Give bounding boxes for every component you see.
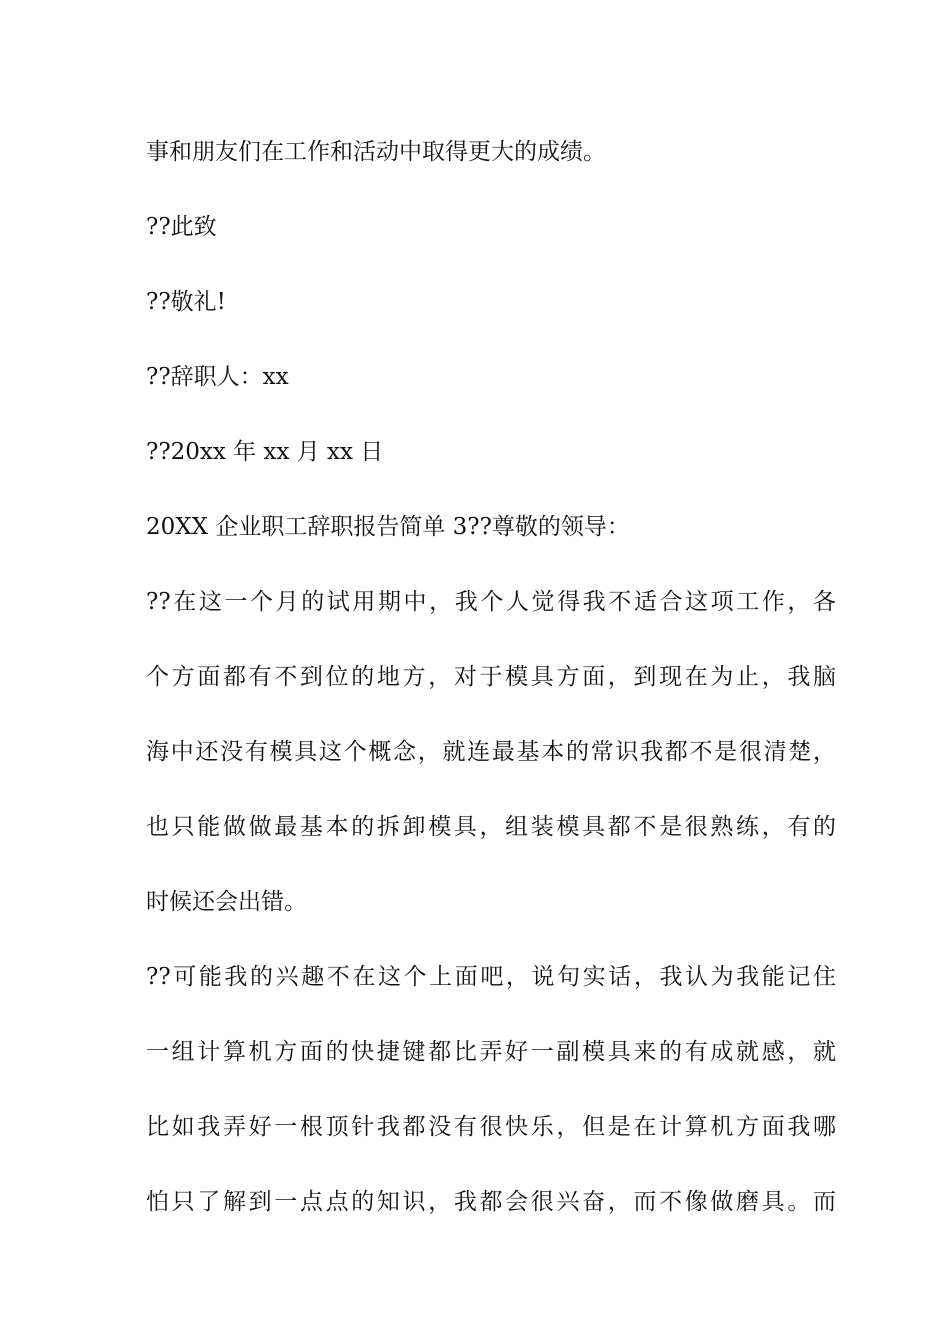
- text-line: ??此致: [146, 214, 217, 240]
- text-line: 海中还没有模具这个概念，就连最基本的常识我都不是很清楚，: [146, 739, 836, 765]
- text-line: ??在这一个月的试用期中，我个人觉得我不适合这项工作，各: [146, 589, 836, 615]
- text-line: 个方面都有不到位的地方，对于模具方面，到现在为止，我脑: [146, 664, 836, 690]
- section-heading: 20XX 企业职工辞职报告简单 3??尊敬的领导：: [146, 514, 630, 540]
- text-line: 也只能做做最基本的拆卸模具，组装模具都不是很熟练，有的: [146, 814, 836, 840]
- text-line: 怕只了解到一点点的知识，我都会很兴奋，而不像做磨具。而: [146, 1189, 836, 1215]
- text-line: ??可能我的兴趣不在这个上面吧，说句实话，我认为我能记住: [146, 964, 836, 990]
- text-line: 一组计算机方面的快捷键都比弄好一副模具来的有成就感，就: [146, 1039, 836, 1065]
- text-line: 比如我弄好一根顶针我都没有很快乐，但是在计算机方面我哪: [146, 1114, 836, 1140]
- text-line: 时候还会出错。: [146, 889, 307, 915]
- text-line: ??敬礼!: [146, 289, 226, 315]
- text-line: ??20xx 年 xx 月 xx 日: [146, 439, 384, 465]
- text-line: ??辞职人：xx: [146, 364, 289, 390]
- text-line: 事和朋友们在工作和活动中取得更大的成绩。: [146, 139, 606, 165]
